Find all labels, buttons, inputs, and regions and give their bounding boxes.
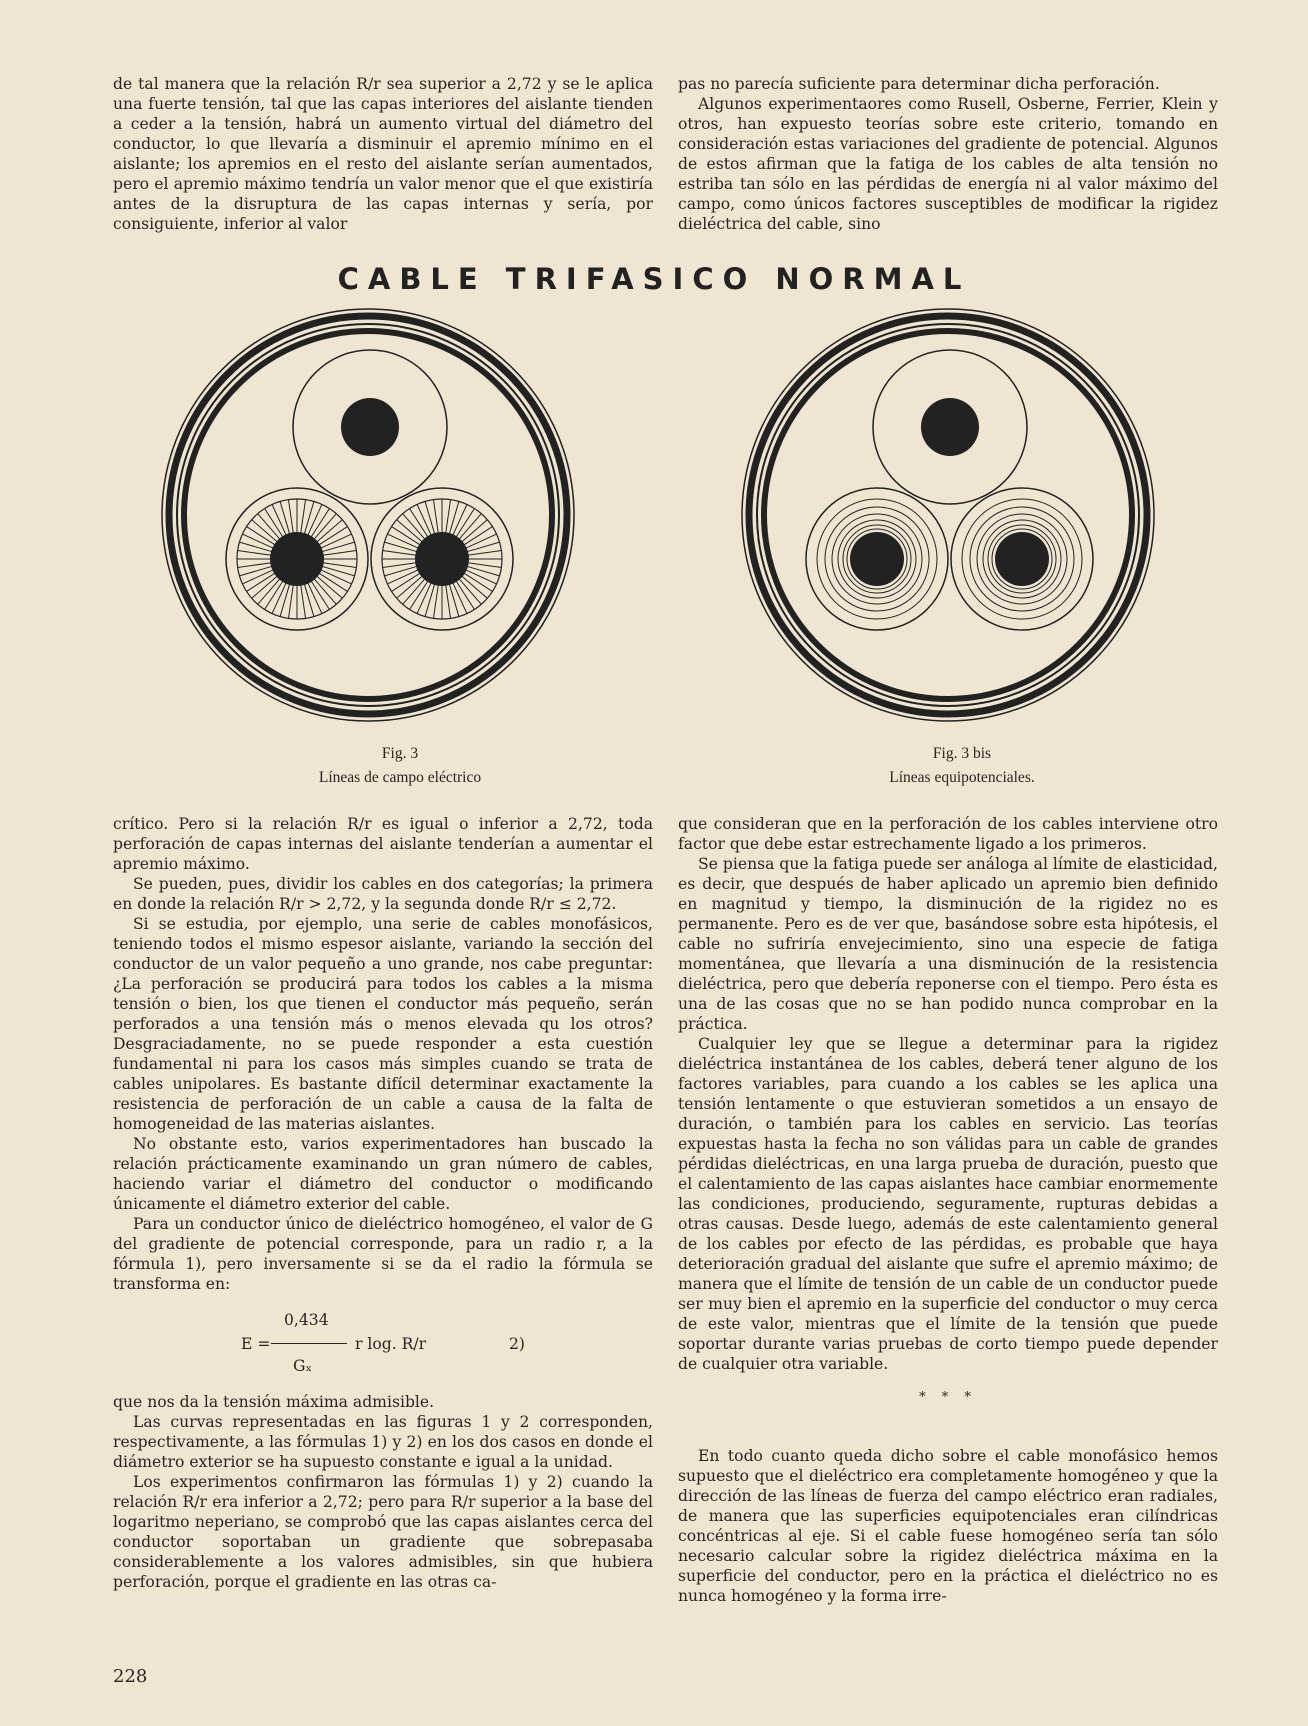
conductor-left — [806, 488, 948, 630]
paragraph: No obstante esto, varios experimentadores han buscado la relación prácticamente examinando un gran número de cables, haciendo variar el diámetro del conductor o modificando únicamente el diámetro exterior del cable. — [113, 1135, 653, 1213]
paragraph: Para un conductor único de dieléctrico homogéneo, el valor de G del gradiente de potencial corresponde, para un radio r, a la fórmula 1), pero inversamente si se da el radio la fórmula se transforma en: — [113, 1215, 653, 1293]
fig3-caption-text: Líneas de campo eléctrico — [318, 769, 482, 786]
paragraph: Los experimentos confirmaron las fórmulas 1) y 2) cuando la relación R/r era inferior a 2,72; pero para R/r superior a la base del logaritmo neperiano, se comprobó que las capas aislantes cerca del conductor soportaban un gradiente que sobrepasaba considerablemente a los valores admisibles, sin que hubiera perforación, porque el gradiente en las otras ca- — [113, 1473, 653, 1591]
section-separator: * * * — [919, 1390, 977, 1405]
fig3bis-caption-text: Líneas equipotenciales. — [889, 769, 1035, 786]
paragraph: Cualquier ley que se llegue a determinar para la rigidez dieléctrica instantánea de los cables, deberá tener alguno de los factores variables, para cuando a los cables se les aplica una tensión lentamente o que estuvieran sometidos a un ensayo de duración, o también para los cables en servicio. Las teorías expuestas hasta la fecha no son válidas para un cable de grandes pérdidas dieléctricas, en una larga prueba de duración, puesto que el calentamiento de las capas aislantes hace cambiar enormemente las condiciones, produciendo, seguramente, rupturas debidas a otras causas. Desde luego, además de este calentamiento general de los cables por efecto de las pérdidas, es probable que haya deterioración gradual del aislante que sufre el apremio máximo; de manera que el límite de tensión de un cable de un conductor puede ser muy bien el apremio en la superficie del conductor o muy cerca de este valor, mientras que el límite de la tensión que puede soportar durante varias pruebas de corto tiempo puede depender de cualquier otra variable. — [678, 1035, 1218, 1373]
bottom-left-column — [113, 814, 653, 1592]
paragraph: Algunos experimentaores como Rusell, Osberne, Ferrier, Klein y otros, han expuesto teorías sobre este criterio, tomando en consideración estas variaciones del gradiente de potencial. Algunos de estos afirman que la fatiga de los cables de alta tensión no estriba tan sólo en las pérdidas de energía ni al valor máximo del campo, como únicos factores susceptibles de modificar la rigidez dieléctrica del cable, sino — [678, 95, 1218, 233]
paragraph: que nos da la tensión máxima admisible. — [113, 1393, 435, 1411]
conductor-right — [951, 488, 1093, 630]
formula-number: 2) — [509, 1335, 526, 1353]
conductor-right — [371, 488, 513, 630]
fig3bis-caption — [762, 742, 1162, 790]
formula-denominator: Gₓ — [293, 1357, 313, 1375]
formula-lhs: E = — [241, 1335, 271, 1353]
paragraph: Las curvas representadas en las figuras 1 y 2 corresponden, respectivamente, a las fórmulas 1) y 2) en los dos casos en donde el diámetro exterior se ha supuesto constante e igual a la unidad. — [113, 1413, 653, 1471]
fig3-label: Fig. 3 — [381, 745, 419, 762]
paragraph: Si se estudia, por ejemplo, una serie de cables monofásicos, teniendo todos el mismo espesor aislante, variando la sección del conductor de un valor pequeño a uno grande, nos cabe preguntar: ¿La perforación se producirá para todos los cables a la misma tensión o bien, los que tienen el conductor más pequeño, serán perforados a una tensión más o menos elevada qu los otros? Desgraciadamente, no se puede responder a esta cuestión fundamental ni para los casos más simples cuando se trata de cables unipolares. Es bastante difícil determinar exactamente la resistencia de perforación de un cable a causa de la falta de homogeneidad de las materias aislantes. — [113, 915, 653, 1133]
conductor-left — [226, 488, 368, 630]
paragraph: que consideran que en la perforación de los cables interviene otro factor que debe estar estrechamente ligado a los primeros. — [678, 815, 1218, 853]
formula — [113, 1306, 653, 1382]
figure-title: CABLE TRIFASICO NORMAL — [337, 262, 971, 296]
top-left-column — [113, 74, 653, 234]
fig3-caption — [200, 742, 600, 790]
fig3bis-equipotential-diagram — [738, 305, 1158, 725]
paragraph: Se piensa que la fatiga puede ser análoga al límite de elasticidad, es decir, que después de haber aplicado un apremio bien definido en magnitud y tiempo, la disminución de la rigidez no es permanente. Pero es de ver que, basándose sobre esta hipótesis, el cable no sufriría envejecimiento, sino una especie de fatiga momentánea, que llevaría a una disminución de la resistencia dieléctrica, pero que debería reponerse con el tiempo. Pero ésta es una de las cosas que no se han podido nunca comprobar en la práctica. — [678, 855, 1218, 1033]
page-number: 228 — [113, 1666, 148, 1687]
fig3-field-lines-diagram — [158, 305, 578, 725]
fraction-bar — [271, 1343, 347, 1344]
paragraph: de tal manera que la relación R/r sea superior a 2,72 y se le aplica una fuerte tensión, tal que las capas interiores del aislante tienden a ceder a la tensión, habrá un aumento virtual del diámetro del conductor, lo que llevaría a disminuir el apremio mínimo en el aislante; los apremios en el resto del aislante serían aumentados, pero el apremio máximo tendría un valor menor que el que existiría antes de la disruptura de las capas internas y sería, por consiguiente, inferior al valor — [113, 75, 653, 233]
paragraph: pas no parecía suficiente para determinar dicha perforación. — [678, 75, 1160, 93]
paragraph: crítico. Pero si la relación R/r es igual o inferior a 2,72, toda perforación de capas internas del aislante tenderían a aumentar el apremio máximo. — [113, 815, 653, 873]
top-right-column — [678, 74, 1218, 234]
paragraph: Se pueden, pues, dividir los cables en dos categorías; la primera en donde la relación R/r > 2,72, y la segunda donde R/r ≤ 2,72. — [113, 875, 653, 913]
paragraph: En todo cuanto queda dicho sobre el cable monofásico hemos supuesto que el dieléctrico era completamente homogéneo y que la dirección de las líneas de fuerza del campo eléctrico eran radiales, de manera que las superficies equipotenciales eran cilíndricas concéntricas al eje. Si el cable fuese homogéneo sería tan sólo necesario calcular sobre la rigidez dieléctrica máxima en la superficie del conductor, pero en la práctica el dieléctrico no es nunca homogéneo y la forma irre- — [678, 1447, 1218, 1605]
formula-rhs: r log. R/r — [355, 1335, 427, 1353]
bottom-right-column — [678, 814, 1218, 1606]
formula-numerator: 0,434 — [284, 1311, 329, 1329]
fig3bis-label: Fig. 3 bis — [932, 745, 992, 762]
